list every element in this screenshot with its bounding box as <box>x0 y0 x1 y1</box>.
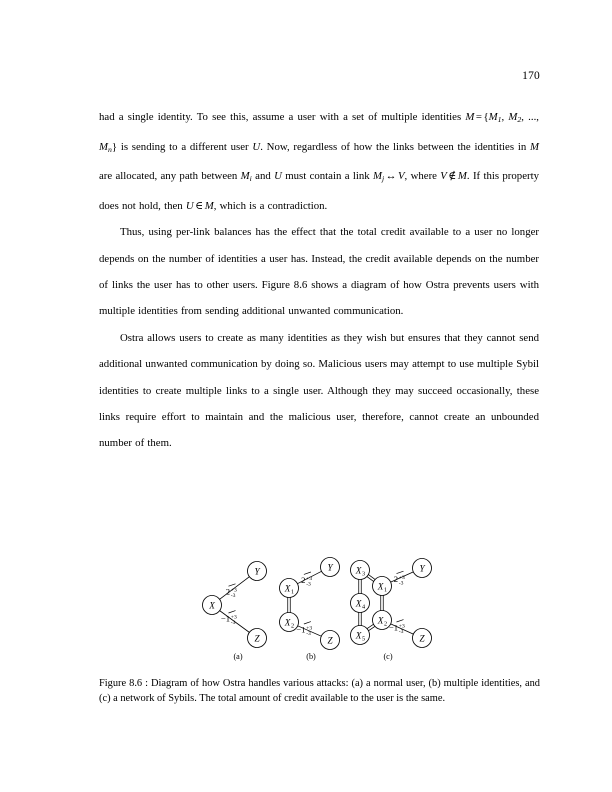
graph-node-b-Z <box>321 631 340 650</box>
text-run: and <box>251 170 275 183</box>
panel-label-a: (a) <box>233 652 243 661</box>
balance-value: 2 <box>301 574 306 585</box>
balance-subscript: -3 <box>398 580 404 587</box>
graph-node-a-Y <box>248 562 267 581</box>
text-run: ∈ <box>195 199 204 212</box>
text-run: U <box>185 199 194 212</box>
text-run: had a single identity. To see this, assume a user with a set of multiple identities <box>99 111 466 123</box>
text-run: M <box>529 140 539 153</box>
balance-superscript: +3 <box>398 623 405 630</box>
text-run: . If this property does not hold, then <box>99 170 539 212</box>
text-run: V <box>397 170 405 183</box>
balance-subscript: -3 <box>306 581 311 588</box>
text-run: = <box>475 111 482 123</box>
graph-node-c-Z <box>413 629 432 648</box>
node-label: Z <box>254 633 260 644</box>
node-label-subscript: 1 <box>291 588 295 596</box>
text-run: , which is a contradiction. <box>213 199 328 212</box>
body-text-block <box>99 104 539 457</box>
figure-panel-normal-user <box>203 562 267 648</box>
text-run: must contain a link <box>281 170 373 183</box>
balance-tick <box>229 611 236 613</box>
text-run: 2 <box>517 115 522 125</box>
balance-tick <box>304 572 311 574</box>
balance-subscript: -3 <box>230 593 236 600</box>
graph-node-a-Z <box>248 629 267 648</box>
text-run: U <box>274 170 282 183</box>
balance-value: 2 <box>225 586 230 597</box>
text-run: M <box>204 199 214 212</box>
text-run: U <box>252 140 261 153</box>
balance-subscript: -3 <box>398 629 404 635</box>
edge-balance-label-a-upper <box>226 584 237 599</box>
node-label: Y <box>419 563 425 574</box>
node-label: Z <box>327 635 333 646</box>
balance-value: −1 <box>388 622 398 633</box>
node-label-subscript: 4 <box>362 603 366 611</box>
balance-value: −1 <box>296 624 306 635</box>
graph-node-c-X1 <box>373 577 392 596</box>
graph-node-c-X4 <box>351 594 370 613</box>
text-run: M <box>457 170 467 183</box>
balance-value: −1 <box>220 613 230 624</box>
node-label-subscript: 2 <box>384 620 388 628</box>
graph-node-b-X1 <box>280 579 299 598</box>
text-run: . Now, regardless of how the links between the identities in <box>260 140 530 153</box>
balance-superscript: +3 <box>230 614 237 621</box>
balance-superscript: +3 <box>398 575 405 581</box>
node-label: Y <box>327 562 333 573</box>
text-run: M <box>240 170 250 183</box>
edge-balance-label-b-upper <box>301 572 312 587</box>
text-run: n <box>108 144 112 154</box>
text-run: M <box>99 140 108 153</box>
balance-value: 2 <box>393 574 398 584</box>
edge-balance-label-a-lower <box>221 611 237 626</box>
graph-node-c-X5 <box>351 626 370 645</box>
text-run: { <box>483 111 489 123</box>
node-label: X <box>284 583 291 594</box>
figure-caption: Figure 8.6 : Diagram of how Ostra handles various attacks: (a) a normal user, (b) multiple identities, and (c) a network of Sybils. The total amount of credit available to the user is the same. <box>99 678 540 704</box>
text-run: , <box>501 111 509 123</box>
balance-tick <box>397 620 404 622</box>
text-run: 1 <box>497 115 502 125</box>
text-run: ∉ <box>448 170 457 183</box>
edge-balance-label-b-lower <box>296 622 312 637</box>
panel-label-b: (b) <box>306 652 316 661</box>
node-label: X <box>209 600 215 611</box>
graph-node-c-Y <box>413 559 432 578</box>
balance-tick <box>397 571 404 573</box>
edge-balance-label-c-lower <box>389 620 405 635</box>
text-run: ↔ <box>385 170 397 183</box>
node-label: X <box>355 565 362 576</box>
node-label: X <box>284 617 291 628</box>
balance-subscript: -3 <box>230 620 236 626</box>
balance-tick <box>229 584 236 586</box>
node-label-subscript: 3 <box>362 570 366 578</box>
text-run: } is sending to a different user <box>111 140 253 153</box>
text-run: , ..., <box>521 111 539 123</box>
figure-panel-multiple-identities <box>280 558 340 650</box>
node-label: X <box>355 630 362 641</box>
text-run: V <box>440 170 447 183</box>
text-run: M <box>372 170 382 183</box>
node-label: Z <box>419 633 425 644</box>
text-run: i <box>249 174 252 184</box>
paragraph-3 <box>99 325 539 457</box>
node-label: X <box>377 615 384 626</box>
text-run: j <box>381 174 385 184</box>
panel-label-c: (c) <box>383 652 393 661</box>
text-run: , where <box>404 170 441 183</box>
balance-superscript: +3 <box>306 625 313 632</box>
balance-superscript: +3 <box>306 575 313 582</box>
page-number: 170 <box>522 70 540 82</box>
text-run: Thus, using per-link balances has the effect that the total credit available to a user no longer depends on the number of identities a user has. Instead, the credit available depends on the number of links the user has to other users. Figure 8.6 shows a diagram of how Ostra prevents users with multiple identities from sending additional unwanted communication. <box>99 226 539 318</box>
graph-node-c-X3 <box>351 561 370 580</box>
figure-panel-labels <box>99 652 539 666</box>
text-run: M <box>508 111 518 123</box>
edge-balance-label-c-upper <box>394 571 405 586</box>
paragraph-1 <box>99 104 539 219</box>
node-label-subscript: 5 <box>362 635 366 643</box>
graph-node-a-X <box>203 596 222 615</box>
text-run: Ostra allows users to create as many identities as they wish but ensures that they cannot send additional unwanted communication by doing so. Malicious users may attempt to use multiple Sybil identities to create multiple links to a single user. Although they may succeed occasionally, these links require effort to maintain and the malicious user, therefore, cannot create an unbounded number of them. <box>99 331 539 450</box>
node-label: Y <box>254 566 260 577</box>
balance-tick <box>304 622 311 624</box>
text-run: M <box>488 111 498 123</box>
graph-node-b-Y <box>321 558 340 577</box>
balance-subscript: -3 <box>306 631 311 637</box>
text-run: M <box>465 111 475 123</box>
text-run: are allocated, any path between <box>99 170 241 183</box>
node-label: X <box>355 598 362 609</box>
node-label-subscript: 1 <box>384 586 388 594</box>
balance-superscript: +3 <box>230 587 237 594</box>
figure-panel-network-of-sybils <box>351 559 432 648</box>
node-label-subscript: 2 <box>291 622 295 630</box>
paragraph-2 <box>99 219 539 325</box>
node-label: X <box>377 581 384 592</box>
